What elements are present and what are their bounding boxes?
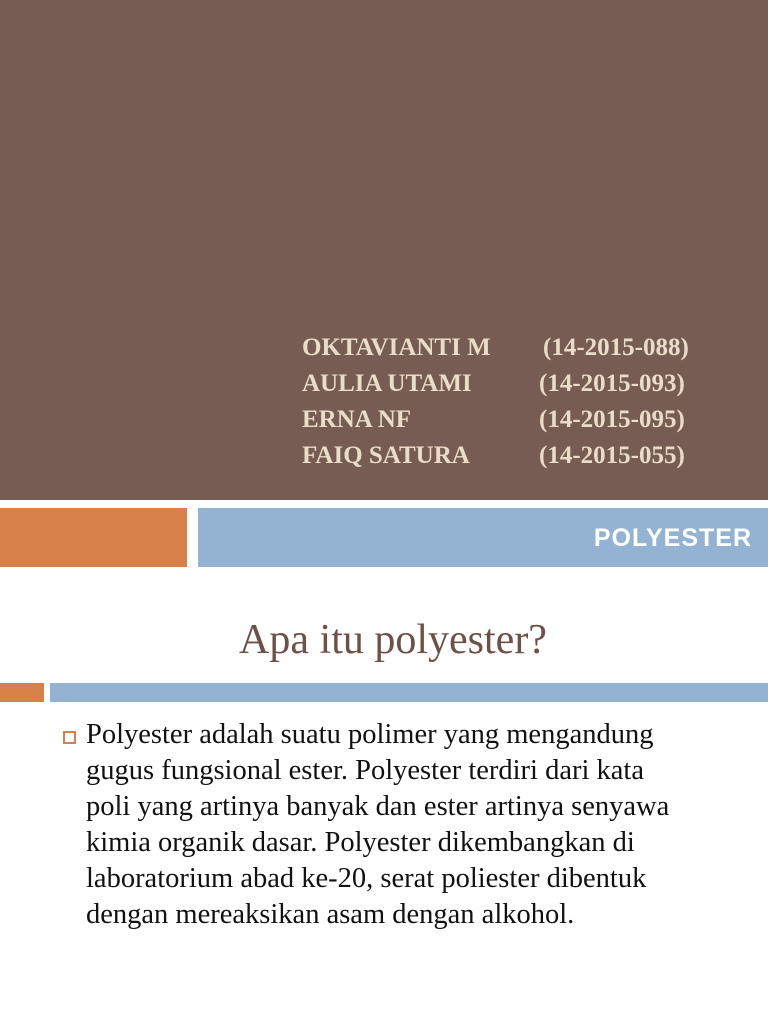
author-id: (14-2015-093) <box>539 370 685 397</box>
slide-title: Apa itu polyester? <box>239 617 547 663</box>
orange-divider-bar <box>0 683 44 702</box>
author-name: OKTAVIANTI M <box>302 334 491 361</box>
bullet-line: dengan mereaksikan asam dengan alkohol. <box>86 899 575 930</box>
bullet-line: laboratorium abad ke-20, serat poliester dibentuk <box>86 863 647 894</box>
bullet-line: poli yang artinya banyak dan ester artinya senyawa <box>86 791 670 822</box>
cover-subtitle: POLYESTER <box>593 524 752 552</box>
author-id: (14-2015-088) <box>543 334 689 361</box>
author-name: AULIA UTAMI <box>302 370 472 397</box>
bullet-paragraph <box>86 717 746 933</box>
blue-divider-bar <box>50 683 768 702</box>
author-name: FAIQ SATURA <box>302 442 470 469</box>
bullet-line: Polyester adalah suatu polimer yang mengandung <box>86 719 654 750</box>
author-name: ERNA NF <box>302 406 412 433</box>
author-id: (14-2015-095) <box>539 406 685 433</box>
bullet-line: gugus fungsional ester. Polyester terdiri dari kata <box>86 755 644 786</box>
orange-accent-bar <box>0 508 187 567</box>
square-bullet-icon <box>63 731 76 744</box>
author-id: (14-2015-055) <box>539 442 685 469</box>
bullet-line: kimia organik dasar. Polyester dikembangkan di <box>86 827 635 858</box>
